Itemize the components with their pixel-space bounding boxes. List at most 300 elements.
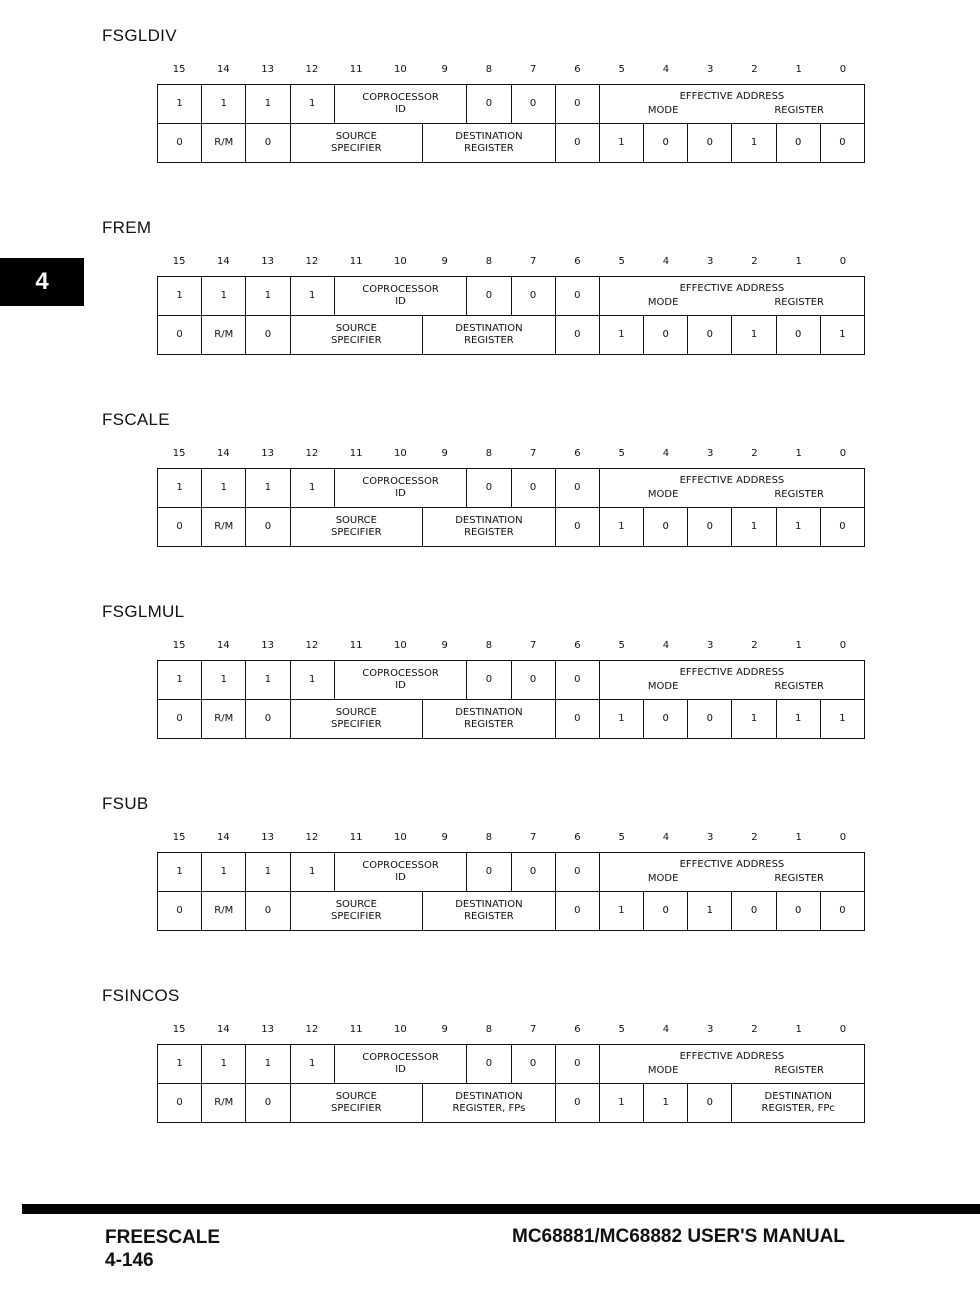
destination-line1: DESTINATION (455, 899, 523, 910)
bit-number: 12 (305, 64, 319, 75)
bit-cell (599, 1084, 643, 1123)
instruction-block (0, 218, 980, 398)
bit-cell (555, 508, 599, 547)
bit-value: 1 (308, 1058, 316, 1069)
bit-number: 5 (618, 1024, 625, 1035)
effective-address-sub (600, 487, 864, 501)
bit-value: 0 (706, 1097, 714, 1108)
bit-cell (776, 316, 820, 355)
destination-line2: REGISTER (464, 911, 514, 922)
bit-cell (644, 700, 688, 739)
bit-value: 0 (529, 866, 537, 877)
bit-value: 0 (574, 329, 581, 340)
bit-value: 1 (264, 290, 272, 301)
bit-value: 1 (618, 329, 625, 340)
bit-number: 10 (394, 64, 407, 75)
bit-cell (555, 469, 599, 508)
bit-cell (555, 661, 599, 700)
destination-register-cell (423, 508, 556, 547)
bit-number: 4 (662, 832, 670, 843)
bit-cell (158, 853, 202, 892)
encoding-table (157, 468, 865, 547)
bit-number: 3 (706, 1024, 714, 1035)
bit-cell (158, 508, 202, 547)
effective-address-label: EFFECTIVE ADDRESS (679, 283, 785, 294)
bit-number: 1 (795, 64, 802, 75)
bit-value: 1 (264, 98, 272, 109)
destination-register-cell (423, 124, 556, 163)
bit-number: 6 (574, 64, 581, 75)
bit-number: 8 (485, 448, 493, 459)
effective-address-label: EFFECTIVE ADDRESS (679, 667, 785, 678)
bit-number: 10 (394, 640, 407, 651)
coprocessor-id-line2: ID (395, 1064, 406, 1075)
bit-value: 1 (662, 1097, 669, 1108)
bit-cell (732, 892, 776, 931)
bit-number: 0 (839, 1024, 847, 1035)
opword-row (158, 1045, 865, 1084)
mode-label: MODE (647, 489, 679, 500)
footer-left (105, 1226, 220, 1272)
destination-register-label (423, 515, 555, 539)
bit-value: 1 (176, 290, 183, 301)
bit-number: 5 (618, 448, 625, 459)
cosine-destination-line2: REGISTER, FPc (761, 1103, 835, 1114)
bit-value: 0 (176, 1097, 183, 1108)
source-specifier-cell (290, 508, 423, 547)
bit-value: 0 (839, 137, 846, 148)
bit-value: 0 (176, 713, 183, 724)
bit-cell (599, 892, 643, 931)
bit-cell (158, 661, 202, 700)
bit-number: 14 (217, 256, 230, 267)
effective-address-sub (600, 871, 864, 885)
destination-register-label (423, 323, 555, 347)
bit-cell (467, 277, 511, 316)
bit-number: 10 (394, 448, 407, 459)
bit-cell (246, 892, 290, 931)
bit-value: 0 (706, 713, 714, 724)
bit-cell (158, 85, 202, 124)
bit-value: 0 (574, 137, 581, 148)
bit-value: 0 (529, 674, 537, 685)
instruction-title: FSUB (102, 794, 149, 813)
source-line2: SPECIFIER (331, 911, 382, 922)
bit-cell (688, 700, 732, 739)
bit-value: 1 (176, 482, 183, 493)
coprocessor-id-label (335, 92, 467, 116)
bit-number: 15 (172, 256, 186, 267)
instruction-title: FSGLDIV (102, 26, 177, 45)
bit-value: 0 (662, 905, 669, 916)
bit-number: 4 (662, 256, 670, 267)
bit-number: 7 (529, 1024, 537, 1035)
bit-number: 11 (349, 448, 363, 459)
bit-number: 12 (305, 640, 319, 651)
destination-register-cell (423, 316, 556, 355)
bit-number: 9 (441, 1024, 448, 1035)
bit-number: 12 (305, 448, 319, 459)
cosine-destination-line1: DESTINATION (764, 1091, 832, 1102)
bit-number: 12 (305, 256, 319, 267)
bit-number: 8 (485, 640, 493, 651)
bit-number: 7 (529, 832, 537, 843)
destination-register-label (423, 1091, 555, 1115)
bit-number: 8 (485, 64, 493, 75)
bit-value: 1 (750, 137, 758, 148)
bit-cell (511, 661, 555, 700)
bit-value: 0 (706, 521, 714, 532)
destination-line2: REGISTER (464, 527, 514, 538)
bit-value: 0 (529, 1058, 537, 1069)
bit-cell (246, 85, 290, 124)
bit-number: 15 (172, 832, 186, 843)
bit-value: 1 (220, 674, 227, 685)
bit-value: 1 (795, 713, 802, 724)
bit-cell (555, 892, 599, 931)
bit-number: 1 (795, 832, 802, 843)
source-line1: SOURCE (335, 323, 377, 334)
bit-cell (555, 700, 599, 739)
bit-value: 0 (529, 482, 537, 493)
bit-cell (246, 661, 290, 700)
instruction-block (0, 986, 980, 1166)
bit-number: 8 (485, 832, 493, 843)
bit-cell (290, 853, 334, 892)
bit-number-row (0, 640, 980, 654)
bit-value: 1 (264, 674, 272, 685)
bit-cell (202, 661, 246, 700)
effective-address-cell (599, 277, 864, 316)
bit-number: 4 (662, 640, 670, 651)
register-label: REGISTER (774, 297, 824, 308)
bit-cell (820, 700, 864, 739)
bit-cell (246, 469, 290, 508)
chapter-tab: 4 (0, 258, 84, 306)
coprocessor-id-line2: ID (395, 296, 406, 307)
bit-number: 4 (662, 1024, 670, 1035)
bit-cell (467, 469, 511, 508)
mode-label: MODE (647, 297, 679, 308)
bit-number: 6 (574, 1024, 581, 1035)
bit-number: 13 (261, 832, 274, 843)
coprocessor-id-line1: COPROCESSOR (362, 668, 439, 679)
coprocessor-id-cell (334, 85, 467, 124)
bit-cell (290, 469, 334, 508)
bit-cell (202, 1045, 246, 1084)
extension-row (158, 700, 865, 739)
source-line1: SOURCE (335, 515, 377, 526)
bit-number-row (0, 448, 980, 462)
effective-address-label: EFFECTIVE ADDRESS (679, 1051, 785, 1062)
bit-cell (688, 1084, 732, 1123)
bit-number: 13 (261, 64, 274, 75)
bit-number-row (0, 64, 980, 78)
bit-number: 7 (529, 640, 537, 651)
bit-cell (290, 85, 334, 124)
coprocessor-id-label (335, 668, 467, 692)
coprocessor-id-line2: ID (395, 872, 406, 883)
cosine-destination-cell (732, 1084, 865, 1123)
bit-number: 6 (574, 448, 581, 459)
bit-number: 3 (706, 256, 714, 267)
bit-value: 0 (574, 905, 581, 916)
bit-value: 0 (485, 674, 493, 685)
opword-row (158, 661, 865, 700)
destination-line2: REGISTER (464, 143, 514, 154)
bit-value: 1 (264, 1058, 272, 1069)
bit-value: 0 (176, 521, 183, 532)
bit-number: 10 (394, 1024, 407, 1035)
bit-value: 1 (220, 866, 227, 877)
bit-number: 5 (618, 832, 625, 843)
bit-cell (732, 124, 776, 163)
bit-value: 1 (264, 482, 272, 493)
register-label: REGISTER (774, 873, 824, 884)
bit-cell (555, 277, 599, 316)
bit-number: 9 (441, 640, 448, 651)
footer-page-number: 4-146 (105, 1250, 154, 1271)
bit-number: 8 (485, 256, 493, 267)
opword-row (158, 853, 865, 892)
bit-cell (290, 1045, 334, 1084)
bit-cell (644, 316, 688, 355)
bit-cell (246, 1084, 290, 1123)
bit-cell (776, 892, 820, 931)
instruction-title: FSCALE (102, 410, 170, 429)
bit-cell (555, 124, 599, 163)
coprocessor-id-label (335, 476, 467, 500)
bit-number: 15 (172, 640, 186, 651)
bit-value: 0 (839, 905, 846, 916)
source-specifier-label (291, 899, 423, 923)
mode-label: MODE (647, 105, 679, 116)
encoding-table (157, 84, 865, 163)
bit-value: 1 (795, 521, 802, 532)
bit-number: 2 (751, 256, 758, 267)
bit-cell (202, 85, 246, 124)
bit-number: 2 (751, 64, 758, 75)
source-line2: SPECIFIER (331, 335, 382, 346)
destination-register-cell (423, 1084, 556, 1123)
effective-address-cell (599, 469, 864, 508)
opword-row (158, 277, 865, 316)
bit-value: 0 (485, 482, 493, 493)
bit-cell (158, 1045, 202, 1084)
bit-cell (820, 508, 864, 547)
bit-value: 0 (264, 905, 272, 916)
bit-number: 4 (662, 64, 670, 75)
bit-number: 14 (217, 448, 230, 459)
bit-value: 0 (264, 521, 272, 532)
bit-cell (688, 892, 732, 931)
bit-value: 0 (662, 713, 669, 724)
coprocessor-id-label (335, 284, 467, 308)
effective-address-cell (599, 1045, 864, 1084)
bit-value: 1 (308, 290, 316, 301)
bit-value: 0 (574, 674, 581, 685)
bit-number: 0 (839, 64, 847, 75)
rm-cell (202, 1084, 246, 1123)
coprocessor-id-label (335, 860, 467, 884)
bit-number: 0 (839, 640, 847, 651)
bit-number: 11 (349, 832, 363, 843)
bit-cell (511, 1045, 555, 1084)
coprocessor-id-cell (334, 277, 467, 316)
bit-number: 0 (839, 832, 847, 843)
bit-value: 1 (618, 905, 625, 916)
bit-number: 11 (349, 64, 363, 75)
bit-cell (555, 1084, 599, 1123)
bit-cell (555, 85, 599, 124)
bit-value: 0 (264, 1097, 272, 1108)
source-specifier-cell (290, 1084, 423, 1123)
bit-value: 1 (706, 905, 714, 916)
destination-line2: REGISTER (464, 335, 514, 346)
bit-value: 1 (220, 290, 227, 301)
bit-value: 0 (574, 713, 581, 724)
bit-value: 0 (529, 290, 537, 301)
bit-number: 14 (217, 1024, 230, 1035)
bit-cell (688, 316, 732, 355)
coprocessor-id-cell (334, 853, 467, 892)
coprocessor-id-line2: ID (395, 488, 406, 499)
rm-cell (202, 316, 246, 355)
bit-number: 6 (574, 640, 581, 651)
bit-number: 15 (172, 1024, 186, 1035)
bit-cell (511, 853, 555, 892)
bit-value: 1 (750, 329, 758, 340)
bit-cell (290, 277, 334, 316)
bit-cell (158, 700, 202, 739)
effective-address-label: EFFECTIVE ADDRESS (679, 91, 785, 102)
bit-value: 0 (529, 98, 537, 109)
rm-cell (202, 700, 246, 739)
bit-value: 1 (308, 482, 316, 493)
bit-cell (732, 508, 776, 547)
bit-cell (246, 508, 290, 547)
destination-line2: REGISTER (464, 719, 514, 730)
source-line2: SPECIFIER (331, 719, 382, 730)
bit-value: 0 (574, 1058, 581, 1069)
bit-value: 1 (308, 674, 316, 685)
source-specifier-cell (290, 892, 423, 931)
bit-cell (599, 700, 643, 739)
bit-value: 0 (574, 482, 581, 493)
bit-number: 10 (394, 256, 407, 267)
bit-cell (820, 892, 864, 931)
bit-number: 5 (618, 64, 625, 75)
bit-number: 1 (795, 448, 802, 459)
bit-value: 1 (176, 1058, 183, 1069)
bit-number: 3 (706, 64, 714, 75)
bit-cell (555, 1045, 599, 1084)
bit-value: 1 (618, 521, 625, 532)
bit-value: 1 (176, 866, 183, 877)
footer-manual-title: MC68881/MC68882 USER'S MANUAL (512, 1226, 845, 1247)
bit-value: 0 (574, 290, 581, 301)
bit-cell (202, 469, 246, 508)
bit-number-row (0, 1024, 980, 1038)
bit-cell (644, 1084, 688, 1123)
destination-line2: REGISTER, FPs (452, 1103, 526, 1114)
bit-number: 8 (485, 1024, 493, 1035)
coprocessor-id-cell (334, 661, 467, 700)
bit-value: 0 (485, 290, 493, 301)
rm-label: R/M (214, 329, 234, 340)
bit-cell (555, 316, 599, 355)
bit-cell (820, 316, 864, 355)
bit-cell (732, 316, 776, 355)
bit-cell (644, 508, 688, 547)
source-specifier-label (291, 131, 423, 155)
encoding-table (157, 1044, 865, 1123)
encoding-table (157, 276, 865, 355)
effective-address-sub (600, 295, 864, 309)
bit-value: 1 (618, 1097, 625, 1108)
destination-register-label (423, 899, 555, 923)
bit-number: 15 (172, 448, 186, 459)
bit-value: 0 (574, 521, 581, 532)
bit-cell (202, 853, 246, 892)
bit-cell (246, 853, 290, 892)
source-line1: SOURCE (335, 1091, 377, 1102)
mode-label: MODE (647, 873, 679, 884)
bit-value: 1 (176, 674, 183, 685)
source-line1: SOURCE (335, 707, 377, 718)
bit-cell (467, 853, 511, 892)
bit-cell (644, 892, 688, 931)
source-specifier-cell (290, 700, 423, 739)
bit-cell (511, 469, 555, 508)
bit-value: 0 (176, 329, 183, 340)
bit-number: 5 (618, 256, 625, 267)
coprocessor-id-line1: COPROCESSOR (362, 476, 439, 487)
coprocessor-id-line1: COPROCESSOR (362, 92, 439, 103)
bit-number: 12 (305, 832, 319, 843)
bit-cell (599, 508, 643, 547)
bit-value: 1 (750, 521, 758, 532)
bit-number: 13 (261, 448, 274, 459)
source-line2: SPECIFIER (331, 1103, 382, 1114)
bit-cell (688, 508, 732, 547)
bit-cell (599, 124, 643, 163)
bit-cell (820, 124, 864, 163)
instruction-title: FSGLMUL (102, 602, 185, 621)
bit-number-row (0, 832, 980, 846)
bit-number: 6 (574, 832, 581, 843)
bit-number: 0 (839, 256, 847, 267)
destination-register-cell (423, 700, 556, 739)
bit-number: 12 (305, 1024, 319, 1035)
bit-number: 11 (349, 1024, 363, 1035)
bit-cell (776, 700, 820, 739)
rm-label: R/M (214, 713, 234, 724)
extension-row (158, 1084, 865, 1123)
rm-cell (202, 892, 246, 931)
destination-line1: DESTINATION (455, 515, 523, 526)
bit-number: 13 (261, 256, 274, 267)
coprocessor-id-line1: COPROCESSOR (362, 860, 439, 871)
bit-cell (158, 1084, 202, 1123)
bit-value: 0 (485, 1058, 493, 1069)
bit-number-row (0, 256, 980, 270)
bit-number: 14 (217, 832, 230, 843)
bit-cell (246, 700, 290, 739)
bit-number: 3 (706, 640, 714, 651)
source-specifier-label (291, 707, 423, 731)
bit-value: 0 (264, 329, 272, 340)
